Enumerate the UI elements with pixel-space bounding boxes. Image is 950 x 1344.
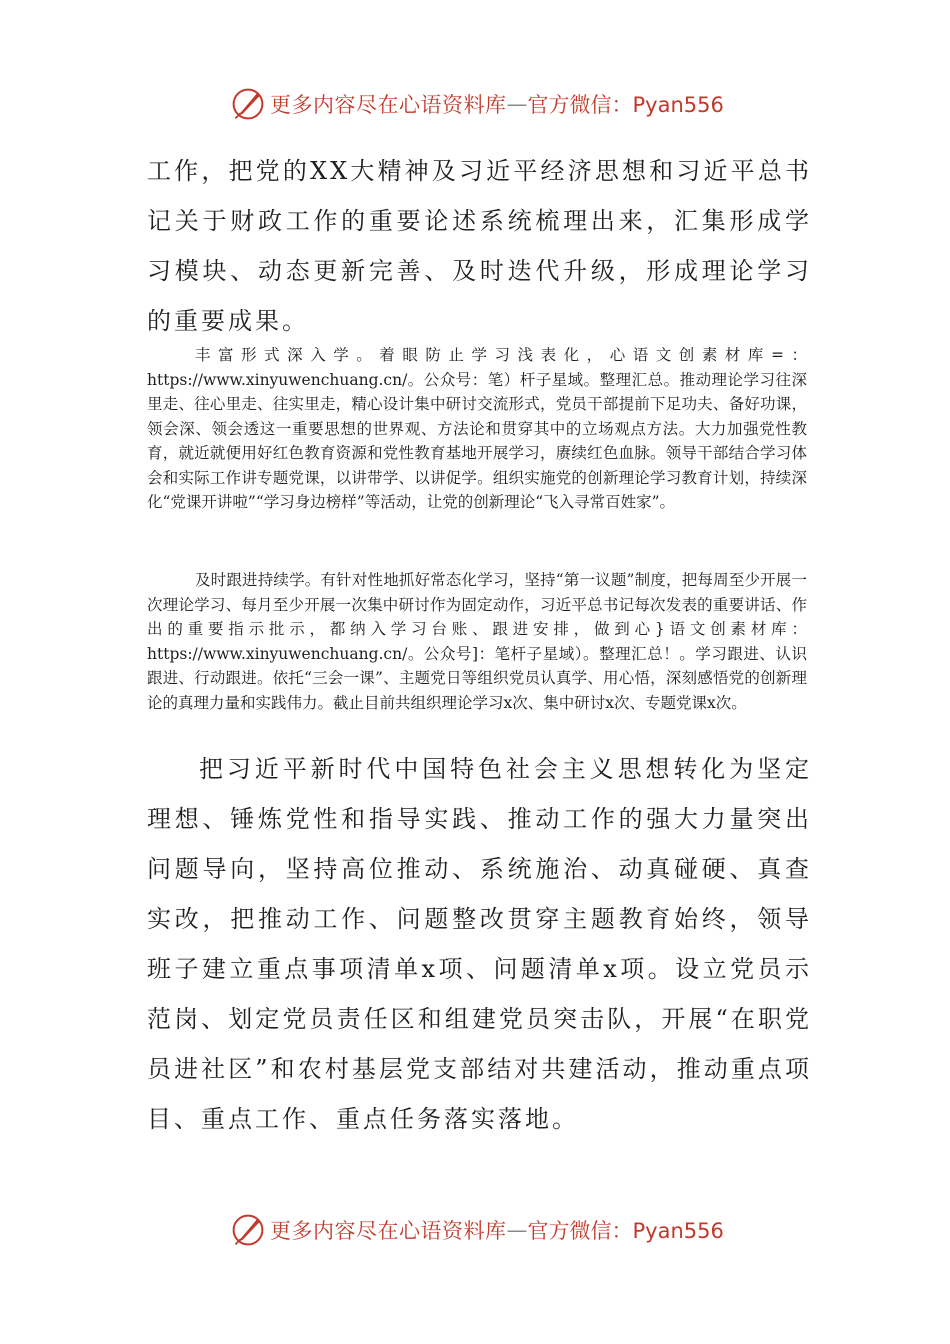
paragraph-4: 把习近平新时代中国特色社会主义思想转化为坚定理想、锤炼党性和指导实践、推动工作的强大力量突出问题导向，坚持高位推动、系统施治、动真碰硬、真查实改，把推动工作、问题整改贯穿主题教育始终，领导班子建立重点事项清单x项、问题清单x项。设立党员示范岗、划定党员责任区和组建党员突击队，开展“在职党员进社区”和农村基层党支部结对共建活动，推动重点项目、重点工作、重点任务落实落地。 (147, 755, 812, 1133)
header-banner-wechat: 官方微信：Pyan556 (527, 93, 724, 117)
quill-logo-icon (230, 86, 266, 122)
paragraph-1: 工作，把党的XX大精神及习近平经济思想和习近平总书记关于财政工作的重要论述系统梳理出来，汇集形成学习模块、动态更新完善、及时迭代升级，形成理论学习的重要成果。 (147, 157, 812, 335)
header-banner-title: 更多内容尽在心语资料库 (270, 93, 507, 117)
footer-banner-wechat: 官方微信：Pyan556 (527, 1219, 724, 1243)
footer-banner-separator: — (506, 1218, 528, 1242)
header-banner-separator: — (506, 92, 528, 116)
quill-logo-icon (230, 1212, 266, 1248)
footer-banner (230, 1210, 750, 1250)
footer-banner-title: 更多内容尽在心语资料库 (270, 1219, 507, 1243)
paragraph-3: 及时跟进持续学。有针对性地抓好常态化学习，坚持“第一议题”制度，把每周至少开展一次理论学习、每月至少开展一次集中研讨作为固定动作，习近平总书记每次发表的重要讲话、作出的重要指示批示，都纳入学习台账、跟进安排，做到心}语文创素材库：https://www.xinyuwenchuang.cn/。公众号]：笔杆子星域）。整理汇总！。学习跟进、认识跟进、行动跟进。依托“三会一课”、主题党日等组织党员认真学、用心悟，深刻感悟党的创新理论的真理力量和实践伟力。截止目前共组织理论学习x次、集中研讨x次、专题党课x次。 (147, 571, 807, 712)
paragraph-2: 丰富形式深入学。着眼防止学习浅表化，心语文创素材库=：https://www.xinyuwenchuang.cn/。公众号：笔）杆子星域。整理汇总。推动理论学习往深里走、往心里走、往实里走，精心设计集中研讨交流形式，党员干部提前下足功夫、备好功课，领会深、领会透这一重要思想的世界观、方法论和贯穿其中的立场观点方法。大力加强党性教育，就近就便用好红色教育资源和党性教育基地开展学习，赓续红色血脉。领导干部结合学习体会和实际工作讲专题党课，以讲带学、以讲促学。组织实施党的创新理论学习教育计划，持续深化“党课开讲啦”“学习身边榜样”等活动，让党的创新理论“飞入寻常百姓家”。 (147, 346, 807, 511)
header-banner (230, 84, 750, 124)
